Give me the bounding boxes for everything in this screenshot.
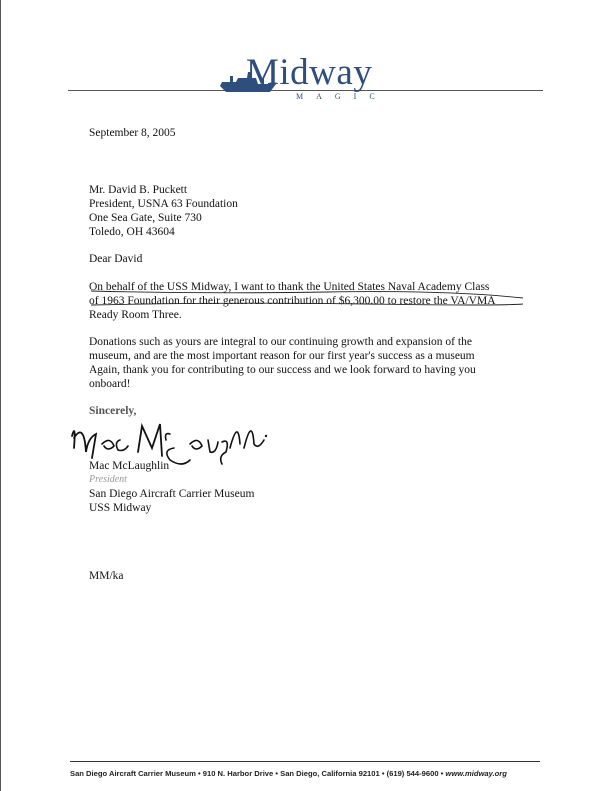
recipient-city: Toledo, OH 43604 (89, 226, 175, 238)
paragraph-line: On behalf of the USS Midway, I want to thank the United States Naval Academy Class (89, 281, 490, 293)
paragraph-line: of 1963 Foundation for their generous contribution of $6,300.00 to restore the VA/VMA (89, 295, 496, 307)
logo-wordmark: Midway (246, 52, 373, 93)
closing: Sincerely, (89, 405, 137, 417)
recipient-address (89, 183, 238, 239)
signer-title: President (89, 474, 127, 485)
footer-address (70, 769, 540, 778)
greeting: Dear David (89, 253, 143, 265)
footer-rule (70, 761, 540, 762)
recipient-street: One Sea Gate, Suite 730 (89, 212, 202, 224)
footer-website: www.midway.org (445, 769, 507, 778)
footer-contact: San Diego Aircraft Carrier Museum • 910 N. Harbor Drive • San Diego, California 92101 • (619) 544-9600 • (70, 769, 446, 778)
letterhead (0, 52, 614, 102)
paragraph-line: Again, thank you for contributing to our success and we look forward to having you (89, 364, 476, 376)
paragraph-line: Ready Room Three. (89, 309, 182, 321)
letter-date: September 8, 2005 (89, 127, 176, 139)
paragraph-line: onboard! (89, 378, 131, 390)
paragraph-line: museum, and are the most important reason for our first year's success as a museum (89, 350, 475, 362)
signer-name: Mac McLaughlin (89, 460, 170, 472)
paragraph-line: Donations such as yours are integral to our continuing growth and expansion of the (89, 336, 472, 348)
signer-organization (89, 487, 254, 515)
org-line: San Diego Aircraft Carrier Museum (89, 488, 255, 500)
page-edge (0, 0, 1, 791)
body-paragraph-2 (89, 335, 476, 391)
recipient-name: Mr. David B. Puckett (89, 184, 188, 196)
org-line: USS Midway (89, 502, 152, 514)
typist-initials: MM/ka (89, 570, 124, 582)
logo-subtitle: MAGIC (296, 92, 388, 101)
hand-underline-mark (87, 288, 527, 308)
recipient-title: President, USNA 63 Foundation (89, 198, 238, 210)
